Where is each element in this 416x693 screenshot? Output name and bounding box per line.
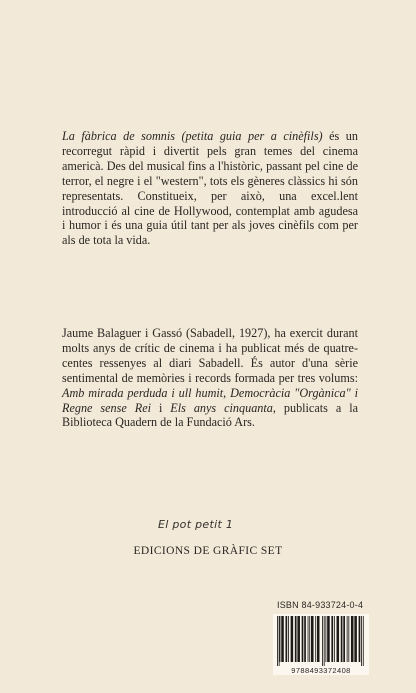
author-bio-separator: i: [151, 400, 171, 415]
memoir-title-1: Amb mirada perduda i ull humit: [62, 385, 224, 400]
isbn-label: ISBN 84-933724-0-4: [277, 600, 364, 610]
author-bio-separator: ,: [223, 385, 231, 400]
author-bio-outro: , publicats a la Biblioteca Quadern de la Fundació Ars.: [62, 400, 358, 430]
book-description-paragraph: [62, 129, 358, 248]
book-description-text: és un recorregut ràpid i divertit pels gran temes del cinema americà. Des del musical fins a l'històric, passant pel cine de terror, el negre i el "western", tots els gèneres clàssics hi són representats. Constitueix, per això, una excel.lent introducció al cine de Hollywood, contemplat amb agudesa i humor i és una guia útil tant per als joves cinèfils com per als de tota la vida.: [62, 129, 358, 248]
author-bio-intro: Jaume Balaguer i Gassó (Sabadell, 1927), ha exercit durant molts anys de crític de cinema i ha publicat més de quatre-centes ressenyes al diari Sabadell. És autor d'una sèrie sentimental de memòries i records formada per tres volums:: [62, 326, 358, 385]
author-bio-paragraph: [62, 326, 358, 430]
book-title: La fàbrica de somnis (petita guia per a cinèfils): [62, 129, 323, 143]
publisher-name: EDICIONS DE GRÀFIC SET: [133, 545, 283, 557]
barcode: [273, 614, 369, 666]
memoir-title-3: Els anys cinquanta: [170, 400, 273, 415]
series-note: El pot petit 1: [158, 518, 234, 531]
book-description: [62, 129, 358, 248]
memoir-title-2: Democràcia "Orgànica" i Regne sense Rei: [62, 385, 359, 415]
barcode-graphic: [273, 614, 369, 666]
author-bio: [62, 326, 358, 430]
barcode-number: 9788493372408: [273, 666, 369, 675]
